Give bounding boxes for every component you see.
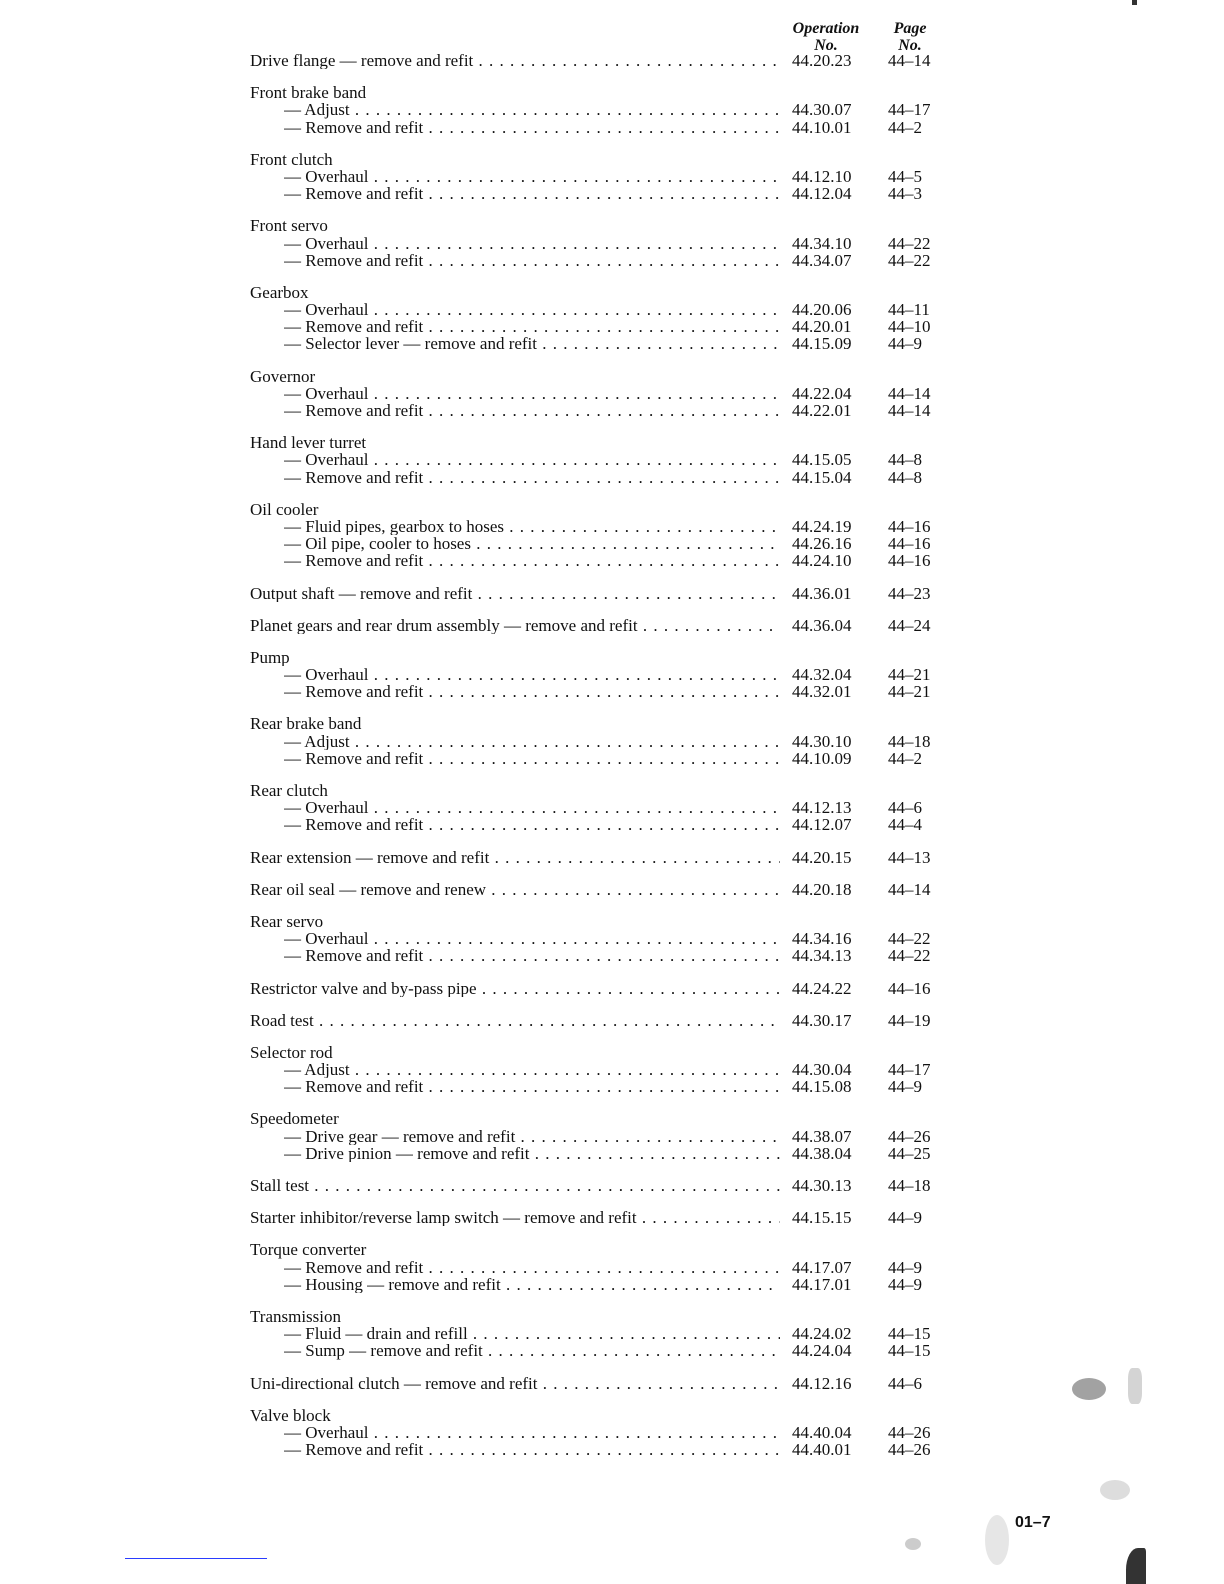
page-no-label: No. <box>898 37 922 54</box>
index-row <box>250 469 950 486</box>
operation-number: 44.15.08 <box>792 1077 852 1097</box>
page-number-ref: 44–9 <box>888 1077 922 1097</box>
index-row <box>250 168 950 185</box>
page-number-ref: 44–11 <box>888 300 930 320</box>
index-row <box>250 451 950 468</box>
page-number-ref: 44–8 <box>888 467 922 487</box>
operation-number: 44.15.04 <box>792 467 852 487</box>
group-title-row <box>250 1110 950 1127</box>
operation-number: 44.32.01 <box>792 682 852 702</box>
operation-number: 44.12.04 <box>792 184 852 204</box>
index-row <box>250 799 950 816</box>
operation-number: 44.20.23 <box>792 51 852 70</box>
group-title: Pump <box>250 648 290 667</box>
operation-number: 44.32.04 <box>792 665 852 685</box>
entry-label: — Overhaul . . . <box>284 385 780 402</box>
group-title: Rear brake band <box>250 715 362 733</box>
index-group <box>250 782 950 834</box>
group-title: Governor <box>250 367 316 385</box>
index-row <box>250 617 950 634</box>
page-number-ref: 44–22 <box>888 233 931 253</box>
operation-number: 44.24.19 <box>792 516 852 536</box>
index-row <box>250 1276 950 1293</box>
entry-label: — Drive pinion — remove and refit . . . <box>284 1145 780 1162</box>
entry-label: — Remove and refit . . . <box>284 318 780 335</box>
operation-number: 44.15.09 <box>792 334 852 354</box>
index-group <box>250 52 950 69</box>
scan-speck <box>1072 1378 1106 1400</box>
entry-label: — Overhaul . . . <box>284 930 780 947</box>
index-row <box>250 849 950 866</box>
group-title-row <box>250 782 950 799</box>
operation-number: 44.34.07 <box>792 250 852 270</box>
entry-label: — Overhaul . . . <box>284 799 780 816</box>
index-row <box>250 252 950 269</box>
operation-number: 44.20.18 <box>792 879 852 899</box>
group-title-row <box>250 501 950 518</box>
operation-number: 44.20.15 <box>792 847 852 867</box>
index-group <box>250 913 950 965</box>
page-number-ref: 44–9 <box>888 1274 922 1294</box>
index-row <box>250 1209 950 1226</box>
entry-label: Stall test . . . <box>250 1177 780 1194</box>
group-title: Torque converter <box>250 1241 367 1259</box>
group-title-row <box>250 217 950 234</box>
operation-number: 44.12.13 <box>792 798 852 818</box>
entry-label: — Remove and refit . . . <box>284 1259 780 1276</box>
index-row <box>250 980 950 997</box>
entry-label: — Overhaul . . . <box>284 1424 780 1441</box>
entry-label: — Fluid pipes, gearbox to hoses . . . <box>284 518 780 535</box>
entry-label: — Overhaul . . . <box>284 301 780 318</box>
entry-label: — Remove and refit . . . <box>284 1441 780 1458</box>
group-title-row <box>250 1241 950 1258</box>
page-number-ref: 44–22 <box>888 929 931 949</box>
entry-label: — Remove and refit . . . <box>284 185 780 202</box>
index-group <box>250 715 950 767</box>
group-title: Gearbox <box>250 283 309 302</box>
index-group <box>250 284 950 353</box>
page-number-ref: 44–17 <box>888 1060 931 1080</box>
index-row <box>250 235 950 252</box>
operations-index <box>250 52 950 1473</box>
entry-label: Drive flange — remove and refit . . . <box>250 52 780 69</box>
scan-blot <box>1132 0 1137 5</box>
index-group <box>250 881 950 898</box>
entry-label: Starter inhibitor/reverse lamp switch — remove and refit . . . <box>250 1209 780 1226</box>
entry-label: Restrictor valve and by-pass pipe . . . <box>250 980 780 997</box>
operation-number: 44.17.07 <box>792 1257 852 1277</box>
operation-number: 44.34.10 <box>792 233 852 253</box>
index-row <box>250 750 950 767</box>
operation-no-label: No. <box>814 37 838 54</box>
index-group <box>250 84 950 136</box>
index-row <box>250 101 950 118</box>
footnote-rule <box>125 1558 267 1559</box>
operation-number: 44.24.04 <box>792 1341 852 1361</box>
operation-number: 44.30.07 <box>792 100 852 120</box>
page-number-ref: 44–9 <box>888 334 922 354</box>
index-group <box>250 617 950 634</box>
group-title: Front servo <box>250 217 328 235</box>
page-number-ref: 44–5 <box>888 166 922 186</box>
page-number-ref: 44–9 <box>888 1257 922 1277</box>
page-number-ref: 44–15 <box>888 1324 931 1344</box>
page-number-ref: 44–18 <box>888 1176 931 1195</box>
operation-no-header <box>780 20 872 54</box>
group-title-row <box>250 715 950 732</box>
page-number-ref: 44–26 <box>888 1126 931 1146</box>
scan-speck <box>905 1538 921 1550</box>
index-group <box>250 501 950 570</box>
entry-label: — Overhaul . . . <box>284 168 780 185</box>
operation-number: 44.30.10 <box>792 731 852 751</box>
index-group <box>250 151 950 203</box>
operation-number: 44.15.15 <box>792 1208 852 1228</box>
index-row <box>250 1177 950 1194</box>
entry-label: Rear oil seal — remove and renew . . . <box>250 881 780 898</box>
page-number: 01–7 <box>1015 1514 1051 1531</box>
page-number-ref: 44–23 <box>888 583 931 603</box>
index-group <box>250 1110 950 1162</box>
scan-speck <box>985 1515 1009 1565</box>
operation-number: 44.36.01 <box>792 583 852 603</box>
index-group <box>250 368 950 420</box>
page-number-ref: 44–19 <box>888 1010 931 1030</box>
page-number-ref: 44–21 <box>888 682 931 702</box>
entry-label: Planet gears and rear drum assembly — remove and refit . . . <box>250 617 780 634</box>
index-row <box>250 1424 950 1441</box>
page-number-ref: 44–22 <box>888 946 931 966</box>
entry-label: — Overhaul . . . <box>284 451 780 468</box>
operation-number: 44.12.07 <box>792 815 852 835</box>
page-number-ref: 44–4 <box>888 815 922 835</box>
operation-number: 44.17.01 <box>792 1274 852 1294</box>
index-group <box>250 1308 950 1360</box>
index-group <box>250 649 950 701</box>
entry-label: — Remove and refit . . . <box>284 552 780 569</box>
index-row <box>250 930 950 947</box>
operation-number: 44.26.16 <box>792 534 852 554</box>
group-title-row <box>250 84 950 101</box>
index-group <box>250 1407 950 1459</box>
entry-label: — Overhaul . . . <box>284 235 780 252</box>
entry-label: Road test . . . <box>250 1012 780 1029</box>
page-number-ref: 44–6 <box>888 1373 922 1393</box>
index-group <box>250 1012 950 1029</box>
index-group <box>250 585 950 602</box>
index-row <box>250 402 950 419</box>
page-number-ref: 44–14 <box>888 879 931 899</box>
group-title: Hand lever turret <box>250 434 367 452</box>
entry-label: — Fluid — drain and refill . . . <box>284 1325 780 1342</box>
index-row <box>250 301 950 318</box>
group-title: Valve block <box>250 1406 331 1424</box>
entry-label: — Remove and refit . . . <box>284 816 780 833</box>
index-row <box>250 1145 950 1162</box>
index-row <box>250 1441 950 1458</box>
index-row <box>250 385 950 402</box>
page-number-ref: 44–8 <box>888 450 922 470</box>
entry-label: — Adjust . . . <box>284 101 780 118</box>
index-group <box>250 434 950 486</box>
index-group <box>250 1044 950 1096</box>
index-row <box>250 1342 950 1359</box>
index-row <box>250 318 950 335</box>
page-number-ref: 44–26 <box>888 1422 931 1442</box>
operation-number: 44.10.01 <box>792 117 852 137</box>
operation-number: 44.30.17 <box>792 1010 852 1030</box>
group-title-row <box>250 1044 950 1061</box>
group-title-row <box>250 1308 950 1325</box>
operation-number: 44.20.06 <box>792 300 852 320</box>
entry-label: — Drive gear — remove and refit . . . <box>284 1128 780 1145</box>
index-row <box>250 52 950 69</box>
index-row <box>250 119 950 136</box>
page-number-ref: 44–13 <box>888 847 931 867</box>
index-group <box>250 1241 950 1293</box>
index-row <box>250 1012 950 1029</box>
entry-label: Rear extension — remove and refit . . . <box>250 849 780 866</box>
entry-label: — Remove and refit . . . <box>284 469 780 486</box>
index-row <box>250 552 950 569</box>
page-number-ref: 44–26 <box>888 1440 931 1460</box>
operation-number: 44.24.02 <box>792 1324 852 1344</box>
page-number-ref: 44–22 <box>888 250 931 270</box>
entry-label: — Adjust . . . <box>284 733 780 750</box>
page-number-ref: 44–10 <box>888 317 931 337</box>
operation-number: 44.22.04 <box>792 383 852 403</box>
page-number-ref: 44–2 <box>888 117 922 137</box>
index-row <box>250 585 950 602</box>
index-row <box>250 1325 950 1342</box>
index-group <box>250 1177 950 1194</box>
operation-number: 44.40.01 <box>792 1440 852 1460</box>
group-title: Rear servo <box>250 912 324 931</box>
entry-label: — Remove and refit . . . <box>284 750 780 767</box>
operation-number: 44.38.07 <box>792 1126 852 1146</box>
index-row <box>250 1128 950 1145</box>
index-row <box>250 185 950 202</box>
group-title-row <box>250 151 950 168</box>
entry-label: — Sump — remove and refit . . . <box>284 1342 780 1359</box>
index-row <box>250 1078 950 1095</box>
operation-label: Operation <box>792 20 860 37</box>
scan-speck <box>1128 1368 1142 1404</box>
operation-number: 44.24.22 <box>792 978 852 998</box>
operation-number: 44.10.09 <box>792 748 852 768</box>
group-title: Oil cooler <box>250 500 319 518</box>
scan-speck <box>1100 1480 1130 1500</box>
entry-label: — Remove and refit . . . <box>284 1078 780 1095</box>
page-number-ref: 44–18 <box>888 731 931 751</box>
operation-number: 44.36.04 <box>792 615 852 635</box>
group-title-row <box>250 1407 950 1424</box>
index-row <box>250 733 950 750</box>
entry-label: — Remove and refit . . . <box>284 947 780 964</box>
group-title: Front clutch <box>250 150 333 168</box>
entry-label: Uni-directional clutch — remove and refit . . . <box>250 1375 780 1392</box>
entry-label: Output shaft — remove and refit . . . <box>250 585 780 602</box>
group-title-row <box>250 368 950 385</box>
page-number-ref: 44–2 <box>888 748 922 768</box>
index-row <box>250 816 950 833</box>
page-label: Page <box>893 20 927 37</box>
operation-number: 44.34.13 <box>792 946 852 966</box>
operation-number: 44.30.04 <box>792 1060 852 1080</box>
index-row <box>250 535 950 552</box>
index-row <box>250 683 950 700</box>
group-title: Transmission <box>250 1307 342 1326</box>
operation-number: 44.15.05 <box>792 450 852 470</box>
group-title: Front brake band <box>250 84 367 102</box>
operation-number: 44.22.01 <box>792 401 852 420</box>
page-number-ref: 44–9 <box>888 1208 922 1228</box>
index-row <box>250 947 950 964</box>
index-group <box>250 980 950 997</box>
index-row <box>250 518 950 535</box>
index-group <box>250 849 950 866</box>
index-row <box>250 881 950 898</box>
group-title: Selector rod <box>250 1043 333 1062</box>
index-group <box>250 217 950 269</box>
entry-label: — Oil pipe, cooler to hoses . . . <box>284 535 780 552</box>
entry-label: — Overhaul . . . <box>284 666 780 683</box>
entry-label: — Remove and refit . . . <box>284 119 780 136</box>
index-row <box>250 1259 950 1276</box>
operation-number: 44.12.10 <box>792 166 852 186</box>
page-number-ref: 44–14 <box>888 51 931 70</box>
entry-label: — Selector lever — remove and refit . . . <box>284 335 780 352</box>
group-title: Rear clutch <box>250 782 328 800</box>
page-number-ref: 44–16 <box>888 534 931 554</box>
index-row <box>250 335 950 352</box>
entry-label: — Remove and refit . . . <box>284 683 780 700</box>
scan-blot <box>1126 1548 1146 1584</box>
page-number-ref: 44–16 <box>888 551 931 571</box>
page-number-ref: 44–14 <box>888 383 931 403</box>
page-number-ref: 44–16 <box>888 978 931 998</box>
page-number-ref: 44–24 <box>888 615 931 635</box>
entry-label: — Housing — remove and refit . . . <box>284 1276 780 1293</box>
page-number-ref: 44–25 <box>888 1143 931 1163</box>
operation-number: 44.20.01 <box>792 317 852 337</box>
page-number-ref: 44–6 <box>888 798 922 818</box>
index-row <box>250 666 950 683</box>
group-title-row <box>250 913 950 930</box>
index-group <box>250 1375 950 1392</box>
operation-number: 44.40.04 <box>792 1422 852 1442</box>
page-no-header <box>882 20 938 54</box>
page-number-ref: 44–15 <box>888 1341 931 1361</box>
operation-number: 44.30.13 <box>792 1176 852 1195</box>
entry-label: — Remove and refit . . . <box>284 402 780 419</box>
operation-number: 44.34.16 <box>792 929 852 949</box>
group-title-row <box>250 284 950 301</box>
index-row <box>250 1061 950 1078</box>
group-title: Speedometer <box>250 1110 339 1128</box>
index-group <box>250 1209 950 1226</box>
page-number-ref: 44–14 <box>888 401 931 420</box>
operation-number: 44.38.04 <box>792 1143 852 1163</box>
operation-number: 44.12.16 <box>792 1373 852 1393</box>
index-row <box>250 1375 950 1392</box>
page-number-ref: 44–21 <box>888 665 931 685</box>
entry-label: — Adjust . . . <box>284 1061 780 1078</box>
group-title-row <box>250 434 950 451</box>
page-number-ref: 44–16 <box>888 516 931 536</box>
operation-number: 44.24.10 <box>792 551 852 571</box>
entry-label: — Remove and refit . . . <box>284 252 780 269</box>
page-number-ref: 44–17 <box>888 100 931 120</box>
page-number-ref: 44–3 <box>888 184 922 204</box>
group-title-row <box>250 649 950 666</box>
